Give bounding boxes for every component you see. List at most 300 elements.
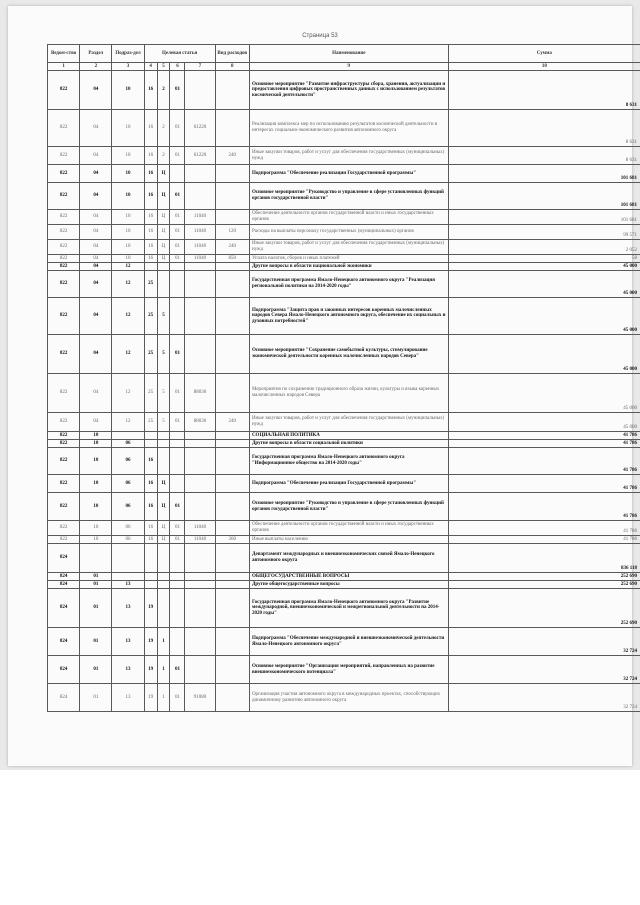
cell-cs4: 88030 — [185, 374, 215, 413]
cell-cs4 — [185, 335, 215, 374]
cell-cs3: 01 — [170, 255, 185, 263]
cell-cs1 — [144, 544, 157, 573]
cell-podrazdel: 10 — [112, 240, 144, 255]
cell-razdel: 10 — [80, 440, 112, 448]
cell-cs3: 01 — [170, 225, 185, 240]
header-name: Наименование — [249, 45, 448, 63]
cell-name: Уплата налогов, сборов и иных платежей — [249, 255, 448, 263]
cell-name: Другие вопросы в области национальной экономики — [249, 263, 448, 271]
cell-cs4 — [185, 493, 215, 521]
cell-expense-type — [215, 183, 249, 210]
cell-razdel: 10 — [80, 493, 112, 521]
cell-ved: 822 — [48, 440, 80, 448]
cell-name: Другие вопросы в области социальной политики — [249, 440, 448, 448]
cell-sum: 8 631 — [448, 147, 640, 165]
cell-name: Государственная программа Ямало-Ненецкого автономного округа "Реализация региональной политики на 2014-2020 годы" — [249, 271, 448, 298]
cell-expense-type — [215, 263, 249, 271]
cell-cs4 — [185, 656, 215, 684]
cell-razdel: 04 — [80, 71, 112, 110]
cell-cs1 — [144, 573, 157, 581]
header-row — [48, 45, 640, 63]
cell-cs2: Ц — [157, 255, 170, 263]
cell-razdel: 04 — [80, 263, 112, 271]
cell-cs1 — [144, 440, 157, 448]
cell-ved: 822 — [48, 536, 80, 544]
cell-name: Основное мероприятие "Сохранение самобытной культуры, стимулирование экономической деятельности коренных малочисленных народов Севера" — [249, 335, 448, 374]
cell-podrazdel: 12 — [112, 271, 144, 298]
cell-ved: 822 — [48, 335, 80, 374]
column-number: 4 — [144, 63, 157, 71]
column-number: 1 — [48, 63, 80, 71]
table-row — [48, 432, 640, 440]
table-row — [48, 147, 640, 165]
cell-cs1: 25 — [144, 374, 157, 413]
table-row — [48, 263, 640, 271]
cell-cs1 — [144, 581, 157, 589]
cell-podrazdel: 10 — [112, 110, 144, 147]
cell-sum: 8 631 — [448, 110, 640, 147]
header-sum: Сумма — [448, 45, 640, 63]
cell-podrazdel: 06 — [112, 448, 144, 475]
cell-podrazdel: 12 — [112, 298, 144, 335]
cell-podrazdel: 10 — [112, 210, 144, 225]
table-row — [48, 240, 640, 255]
cell-cs4: 88030 — [185, 413, 215, 432]
table-row — [48, 448, 640, 475]
cell-name: Основное мероприятие "Руководство и управление в сфере установленных функций органов государственной власти" — [249, 493, 448, 521]
cell-cs1: 16 — [144, 255, 157, 263]
cell-cs2 — [157, 573, 170, 581]
cell-razdel: 04 — [80, 165, 112, 183]
cell-razdel: 04 — [80, 255, 112, 263]
cell-podrazdel: 12 — [112, 335, 144, 374]
cell-expense-type — [215, 589, 249, 628]
cell-cs1: 16 — [144, 71, 157, 110]
cell-cs2: 5 — [157, 413, 170, 432]
cell-cs1: 19 — [144, 684, 157, 712]
cell-razdel: 01 — [80, 581, 112, 589]
cell-cs2: Ц — [157, 521, 170, 536]
column-number: 3 — [112, 63, 144, 71]
cell-sum: 41 786 — [448, 432, 640, 440]
cell-cs4: 11040 — [185, 521, 215, 536]
cell-ved: 822 — [48, 71, 80, 110]
cell-ved: 822 — [48, 225, 80, 240]
cell-cs3 — [170, 263, 185, 271]
cell-cs2 — [157, 263, 170, 271]
cell-name: ОБЩЕГОСУДАРСТВЕННЫЕ ВОПРОСЫ — [249, 573, 448, 581]
cell-cs2: 2 — [157, 110, 170, 147]
cell-podrazdel: 10 — [112, 183, 144, 210]
cell-cs2: 1 — [157, 656, 170, 684]
cell-cs2: Ц — [157, 240, 170, 255]
cell-razdel: 04 — [80, 110, 112, 147]
cell-cs3 — [170, 440, 185, 448]
cell-ved: 824 — [48, 684, 80, 712]
cell-cs3 — [170, 544, 185, 573]
cell-cs1: 19 — [144, 589, 157, 628]
cell-podrazdel: 13 — [112, 656, 144, 684]
cell-sum: 99 571 — [448, 225, 640, 240]
cell-ved: 822 — [48, 183, 80, 210]
cell-expense-type — [215, 165, 249, 183]
cell-cs4 — [185, 628, 215, 656]
cell-ved: 822 — [48, 298, 80, 335]
table-row — [48, 475, 640, 493]
cell-cs2 — [157, 581, 170, 589]
cell-name: Расходы на выплаты персоналу государственных (муниципальных) органов — [249, 225, 448, 240]
cell-razdel: 04 — [80, 183, 112, 210]
cell-ved: 822 — [48, 147, 80, 165]
cell-razdel — [80, 544, 112, 573]
table-row — [48, 684, 640, 712]
cell-expense-type — [215, 335, 249, 374]
cell-cs3: 01 — [170, 656, 185, 684]
cell-razdel: 10 — [80, 521, 112, 536]
table-row — [48, 255, 640, 263]
cell-name: Основное мероприятие "Организация мероприятий, направленных на развитие внешнеэкономического потенциала" — [249, 656, 448, 684]
cell-podrazdel: 06 — [112, 521, 144, 536]
cell-cs1: 16 — [144, 165, 157, 183]
cell-cs4: 11040 — [185, 240, 215, 255]
cell-cs3 — [170, 581, 185, 589]
column-number: 9 — [249, 63, 448, 71]
cell-cs1 — [144, 432, 157, 440]
cell-razdel: 04 — [80, 374, 112, 413]
table-row — [48, 413, 640, 432]
cell-cs4: 11040 — [185, 225, 215, 240]
cell-cs3: 01 — [170, 684, 185, 712]
cell-cs2: Ц — [157, 475, 170, 493]
cell-name: Реализация комплекса мер по использованию результатов космической деятельности в интересах социально-экономического развития автономного округа — [249, 110, 448, 147]
cell-cs3 — [170, 589, 185, 628]
cell-cs3: 01 — [170, 210, 185, 225]
table-row — [48, 573, 640, 581]
cell-sum: 41 786 — [448, 475, 640, 493]
cell-cs4 — [185, 581, 215, 589]
cell-cs3: 01 — [170, 413, 185, 432]
cell-ved: 822 — [48, 432, 80, 440]
column-number: 10 — [448, 63, 640, 71]
cell-cs4: 11040 — [185, 210, 215, 225]
cell-razdel: 04 — [80, 147, 112, 165]
cell-podrazdel: 13 — [112, 581, 144, 589]
cell-sum: 8 631 — [448, 71, 640, 110]
cell-razdel: 10 — [80, 536, 112, 544]
cell-cs1: 25 — [144, 335, 157, 374]
cell-sum: 252 690 — [448, 589, 640, 628]
cell-razdel: 04 — [80, 335, 112, 374]
cell-sum: 101 681 — [448, 165, 640, 183]
column-number: 2 — [80, 63, 112, 71]
header-ved: Ведом-ство — [48, 45, 80, 63]
cell-ved: 822 — [48, 255, 80, 263]
cell-sum: 41 786 — [448, 521, 640, 536]
cell-expense-type — [215, 374, 249, 413]
cell-cs2 — [157, 589, 170, 628]
cell-name: Обеспечение деятельности органов государственной власти и иных государственных органов — [249, 521, 448, 536]
cell-podrazdel: 10 — [112, 71, 144, 110]
cell-cs3: 01 — [170, 110, 185, 147]
cell-cs1: 16 — [144, 521, 157, 536]
table-row — [48, 493, 640, 521]
cell-name: Организация участия автономного округа в международных проектах, способствующих динамичному развитию автономного округа — [249, 684, 448, 712]
cell-cs1: 25 — [144, 298, 157, 335]
table-row — [48, 374, 640, 413]
cell-expense-type: 360 — [215, 536, 249, 544]
cell-razdel: 04 — [80, 298, 112, 335]
table-body — [48, 71, 640, 712]
cell-cs1: 16 — [144, 183, 157, 210]
cell-razdel: 01 — [80, 573, 112, 581]
cell-sum: 45 000 — [448, 413, 640, 432]
cell-cs4 — [185, 544, 215, 573]
cell-podrazdel: 10 — [112, 225, 144, 240]
cell-ved: 824 — [48, 581, 80, 589]
column-number: 6 — [170, 63, 185, 71]
cell-name: Подпрограмма "Обеспечение реализации Государственной программы" — [249, 475, 448, 493]
cell-ved: 824 — [48, 656, 80, 684]
cell-sum: 252 690 — [448, 573, 640, 581]
cell-cs2 — [157, 544, 170, 573]
cell-expense-type — [215, 475, 249, 493]
cell-cs4: 11040 — [185, 255, 215, 263]
cell-podrazdel: 10 — [112, 255, 144, 263]
header-razdel: Раздел — [80, 45, 112, 63]
cell-ved: 824 — [48, 573, 80, 581]
cell-razdel: 04 — [80, 271, 112, 298]
cell-name: Мероприятия по сохранению традиционного образа жизни, культуры и языка коренных малочисленных народов Севера — [249, 374, 448, 413]
column-number: 7 — [185, 63, 215, 71]
column-number-row — [48, 63, 640, 71]
table-row — [48, 536, 640, 544]
cell-cs4: 61220 — [185, 147, 215, 165]
cell-cs1: 16 — [144, 110, 157, 147]
cell-podrazdel: 10 — [112, 165, 144, 183]
cell-expense-type — [215, 440, 249, 448]
cell-cs3: 01 — [170, 335, 185, 374]
cell-cs4 — [185, 440, 215, 448]
cell-podrazdel — [112, 544, 144, 573]
cell-expense-type — [215, 493, 249, 521]
cell-expense-type — [215, 110, 249, 147]
cell-cs1: 19 — [144, 628, 157, 656]
cell-cs2 — [157, 271, 170, 298]
cell-cs4 — [185, 448, 215, 475]
cell-sum: 41 786 — [448, 536, 640, 544]
cell-expense-type: 240 — [215, 413, 249, 432]
cell-podrazdel: 06 — [112, 536, 144, 544]
cell-cs3 — [170, 475, 185, 493]
cell-expense-type — [215, 573, 249, 581]
cell-podrazdel: 12 — [112, 413, 144, 432]
cell-cs3 — [170, 165, 185, 183]
cell-cs1: 16 — [144, 493, 157, 521]
cell-cs3 — [170, 298, 185, 335]
cell-razdel: 01 — [80, 684, 112, 712]
cell-ved: 822 — [48, 475, 80, 493]
cell-podrazdel — [112, 432, 144, 440]
cell-podrazdel: 06 — [112, 475, 144, 493]
cell-name: Иные закупки товаров, работ и услуг для обеспечения государственных (муниципальных) нужд — [249, 240, 448, 255]
cell-ved: 824 — [48, 628, 80, 656]
cell-sum: 41 786 — [448, 448, 640, 475]
table-row — [48, 656, 640, 684]
cell-expense-type — [215, 544, 249, 573]
cell-razdel: 04 — [80, 413, 112, 432]
cell-cs4 — [185, 183, 215, 210]
cell-name: Иные закупки товаров, работ и услуг для обеспечения государственных (муниципальных) нужд — [249, 147, 448, 165]
cell-cs2 — [157, 440, 170, 448]
cell-cs2: Ц — [157, 536, 170, 544]
table-row — [48, 165, 640, 183]
cell-sum: 2 052 — [448, 240, 640, 255]
table-row — [48, 628, 640, 656]
cell-sum: 101 681 — [448, 210, 640, 225]
cell-cs4: 61220 — [185, 110, 215, 147]
cell-expense-type — [215, 656, 249, 684]
cell-cs3: 01 — [170, 183, 185, 210]
cell-cs3: 01 — [170, 536, 185, 544]
cell-podrazdel: 10 — [112, 147, 144, 165]
cell-podrazdel: 12 — [112, 263, 144, 271]
cell-ved: 822 — [48, 110, 80, 147]
cell-name: Иные закупки товаров, работ и услуг для обеспечения государственных (муниципальных) нужд — [249, 413, 448, 432]
cell-razdel: 04 — [80, 210, 112, 225]
cell-expense-type — [215, 432, 249, 440]
cell-sum: 45 000 — [448, 335, 640, 374]
cell-ved: 822 — [48, 374, 80, 413]
cell-podrazdel: 13 — [112, 589, 144, 628]
cell-sum: 41 786 — [448, 493, 640, 521]
cell-razdel: 10 — [80, 448, 112, 475]
cell-cs3: 01 — [170, 493, 185, 521]
cell-ved: 822 — [48, 165, 80, 183]
cell-razdel: 01 — [80, 656, 112, 684]
cell-sum: 101 681 — [448, 183, 640, 210]
cell-name: Подпрограмма "Обеспечение реализации Государственной программы" — [249, 165, 448, 183]
cell-razdel: 01 — [80, 628, 112, 656]
cell-cs3: 01 — [170, 240, 185, 255]
cell-expense-type: 240 — [215, 240, 249, 255]
cell-expense-type — [215, 581, 249, 589]
budget-table — [47, 44, 640, 712]
table-row — [48, 110, 640, 147]
cell-cs4 — [185, 263, 215, 271]
cell-name: Государственная программа Ямало-Ненецкого автономного округа "Информационное общество на 2014-2020 годы" — [249, 448, 448, 475]
cell-cs4 — [185, 475, 215, 493]
cell-name: Основное мероприятие "Развитие инфраструктуры сбора, хранения, актуализации и предоставления цифровых пространственных данных с использованием результатов космической деятельности" — [249, 71, 448, 110]
cell-cs3 — [170, 271, 185, 298]
cell-podrazdel — [112, 573, 144, 581]
cell-cs3 — [170, 432, 185, 440]
cell-sum: 32 724 — [448, 656, 640, 684]
cell-sum: 32 724 — [448, 628, 640, 656]
cell-podrazdel: 13 — [112, 628, 144, 656]
cell-cs3 — [170, 573, 185, 581]
page-number: Страница 53 — [302, 33, 338, 39]
table-row — [48, 335, 640, 374]
header-expense-type: Вид расходов — [215, 45, 249, 63]
cell-name: Департамент международных и внешнеэкономических связей Ямало-Ненецкого автономного округа — [249, 544, 448, 573]
cell-expense-type — [215, 298, 249, 335]
cell-cs3 — [170, 448, 185, 475]
cell-razdel: 04 — [80, 240, 112, 255]
cell-podrazdel: 12 — [112, 374, 144, 413]
cell-ved: 822 — [48, 448, 80, 475]
cell-cs2: Ц — [157, 165, 170, 183]
column-number: 8 — [215, 63, 249, 71]
cell-sum: 836 118 — [448, 544, 640, 573]
cell-expense-type — [215, 521, 249, 536]
cell-razdel: 01 — [80, 589, 112, 628]
table-row — [48, 225, 640, 240]
cell-cs2: Ц — [157, 210, 170, 225]
cell-sum: 252 690 — [448, 581, 640, 589]
cell-cs4 — [185, 432, 215, 440]
cell-cs2 — [157, 448, 170, 475]
column-number: 5 — [157, 63, 170, 71]
cell-cs4 — [185, 589, 215, 628]
cell-cs1: 16 — [144, 240, 157, 255]
header-target-article: Целевая статья — [144, 45, 215, 63]
cell-name: Иные выплаты населению — [249, 536, 448, 544]
table-row — [48, 581, 640, 589]
cell-sum: 32 724 — [448, 684, 640, 712]
cell-ved: 822 — [48, 413, 80, 432]
cell-name: Обеспечение деятельности органов государственной власти и иных государственных органов — [249, 210, 448, 225]
cell-cs2: 5 — [157, 298, 170, 335]
cell-name: Подпрограмма "Обеспечение международной и внешнеэкономической деятельности Ямало-Ненецкого автономного округа" — [249, 628, 448, 656]
cell-cs4 — [185, 298, 215, 335]
table-row — [48, 298, 640, 335]
cell-cs2: 2 — [157, 71, 170, 110]
cell-cs1: 16 — [144, 448, 157, 475]
cell-expense-type — [215, 210, 249, 225]
cell-cs2: 1 — [157, 628, 170, 656]
cell-cs3: 01 — [170, 147, 185, 165]
table-row — [48, 271, 640, 298]
cell-ved: 824 — [48, 544, 80, 573]
cell-sum: 45 000 — [448, 271, 640, 298]
cell-cs1: 16 — [144, 147, 157, 165]
cell-ved: 822 — [48, 271, 80, 298]
cell-sum: 45 000 — [448, 374, 640, 413]
cell-ved: 822 — [48, 263, 80, 271]
cell-cs1: 16 — [144, 536, 157, 544]
table-row — [48, 183, 640, 210]
table-row — [48, 71, 640, 110]
cell-ved: 822 — [48, 521, 80, 536]
cell-ved: 822 — [48, 493, 80, 521]
cell-name: Другие общегосударственные вопросы — [249, 581, 448, 589]
header-podrazdel: Подраз-дел — [112, 45, 144, 63]
cell-cs3: 01 — [170, 374, 185, 413]
cell-podrazdel: 13 — [112, 684, 144, 712]
cell-expense-type: 120 — [215, 225, 249, 240]
cell-cs2: 1 — [157, 684, 170, 712]
cell-cs1 — [144, 263, 157, 271]
cell-expense-type: 240 — [215, 147, 249, 165]
cell-cs1: 19 — [144, 656, 157, 684]
cell-expense-type — [215, 271, 249, 298]
cell-cs1: 16 — [144, 210, 157, 225]
cell-sum: 45 000 — [448, 263, 640, 271]
cell-expense-type — [215, 448, 249, 475]
cell-expense-type — [215, 71, 249, 110]
cell-cs2 — [157, 432, 170, 440]
cell-cs3: 01 — [170, 521, 185, 536]
